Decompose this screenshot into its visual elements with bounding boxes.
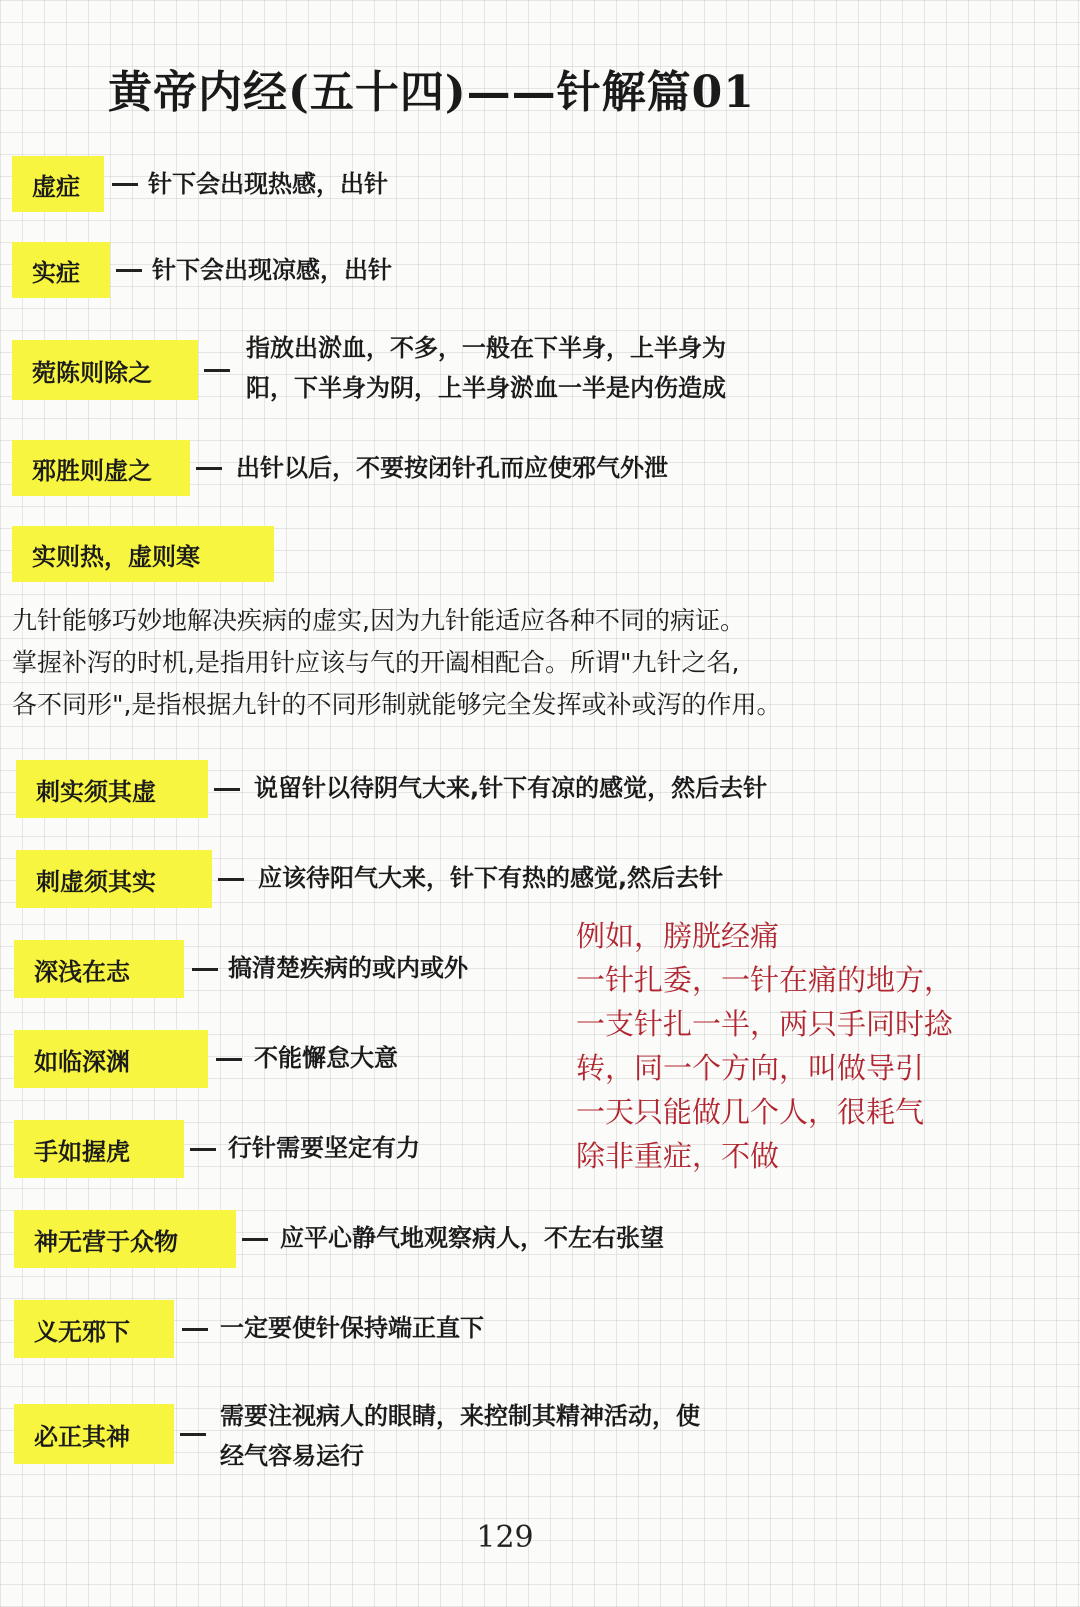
term-highlight [12,340,198,400]
dash-connector [196,467,222,470]
explanation-paragraph: 九针能够巧妙地解决疾病的虚实,因为九针能适应各种不同的病证。 掌握补泻的时机,是指用针应该与气的开阖相配合。所谓"九针之名, 各不同形",是指根据九针的不同形制就能够完全发挥或补或泻的作用。 [12,606,782,719]
term-highlight [16,760,208,818]
term-label: 义无邪下 [34,1317,130,1346]
definition-text: 针下会出现凉感，出针 [152,256,392,284]
dash-connector [180,1433,206,1436]
definition-text: 搞清楚疾病的或内或外 [228,954,468,982]
term-label: 必正其神 [34,1422,130,1451]
term-label: 菀陈则除之 [32,358,152,387]
definition-text: 不能懈怠大意 [254,1044,398,1072]
term-highlight [14,940,184,998]
dash-connector [112,183,138,186]
term-highlight [14,1300,174,1358]
page-number: 129 [476,1520,534,1555]
term-highlight [14,1120,184,1178]
term-highlight [14,1404,174,1464]
term-label: 实则热，虚则寒 [32,542,200,571]
term-label: 刺实须其虚 [36,777,156,806]
definition-text: 一定要使针保持端正直下 [220,1314,484,1342]
term-highlight [12,526,274,582]
definition-text: 应平心静气地观察病人，不左右张望 [280,1224,664,1252]
term-label: 如临深渊 [34,1047,130,1076]
term-label: 实症 [32,258,80,287]
term-label: 深浅在志 [34,957,130,986]
definition-text: 说留针以待阴气大来,针下有凉的感觉，然后去针 [254,774,768,802]
dash-connector [214,788,240,791]
dash-connector [242,1238,268,1241]
dash-connector [204,369,230,372]
term-highlight [12,156,104,212]
term-highlight [16,850,212,908]
dash-connector [216,1058,242,1061]
dash-connector [116,269,142,272]
page-title: 黄帝内经(五十四)——针解篇01 [108,67,755,118]
definition-text: 需要注视病人的眼睛，来控制其精神活动，使 经气容易运行 [220,1402,700,1470]
term-label: 刺虚须其实 [36,867,156,896]
definition-text: 指放出淤血，不多，一般在下半身，上半身为 阳，下半身为阴，上半身淤血一半是内伤造成 [246,334,726,402]
handwritten-note: 例如，膀胱经痛 一针扎委，一针在痛的地方， 一支针扎一半，两只手同时捻 转，同一个方向，叫做导引 一天只能做几个人，很耗气 除非重症，不做 [576,919,954,1173]
term-label: 手如握虎 [34,1137,130,1166]
dash-connector [190,1148,216,1151]
term-highlight [12,242,110,298]
definition-text: 针下会出现热感，出针 [148,170,388,198]
term-highlight [14,1030,208,1088]
term-label: 神无营于众物 [34,1227,178,1256]
dash-connector [192,968,218,971]
term-label: 虚症 [32,172,80,201]
term-highlight [12,440,190,496]
definition-text: 应该待阳气大来，针下有热的感觉,然后去针 [258,864,724,892]
dash-connector [182,1328,208,1331]
dash-connector [218,878,244,881]
definition-text: 行针需要坚定有力 [228,1134,420,1162]
term-label: 邪胜则虚之 [32,456,152,485]
definition-text: 出针以后，不要按闭针孔而应使邪气外泄 [236,454,668,482]
term-highlight [14,1210,236,1268]
